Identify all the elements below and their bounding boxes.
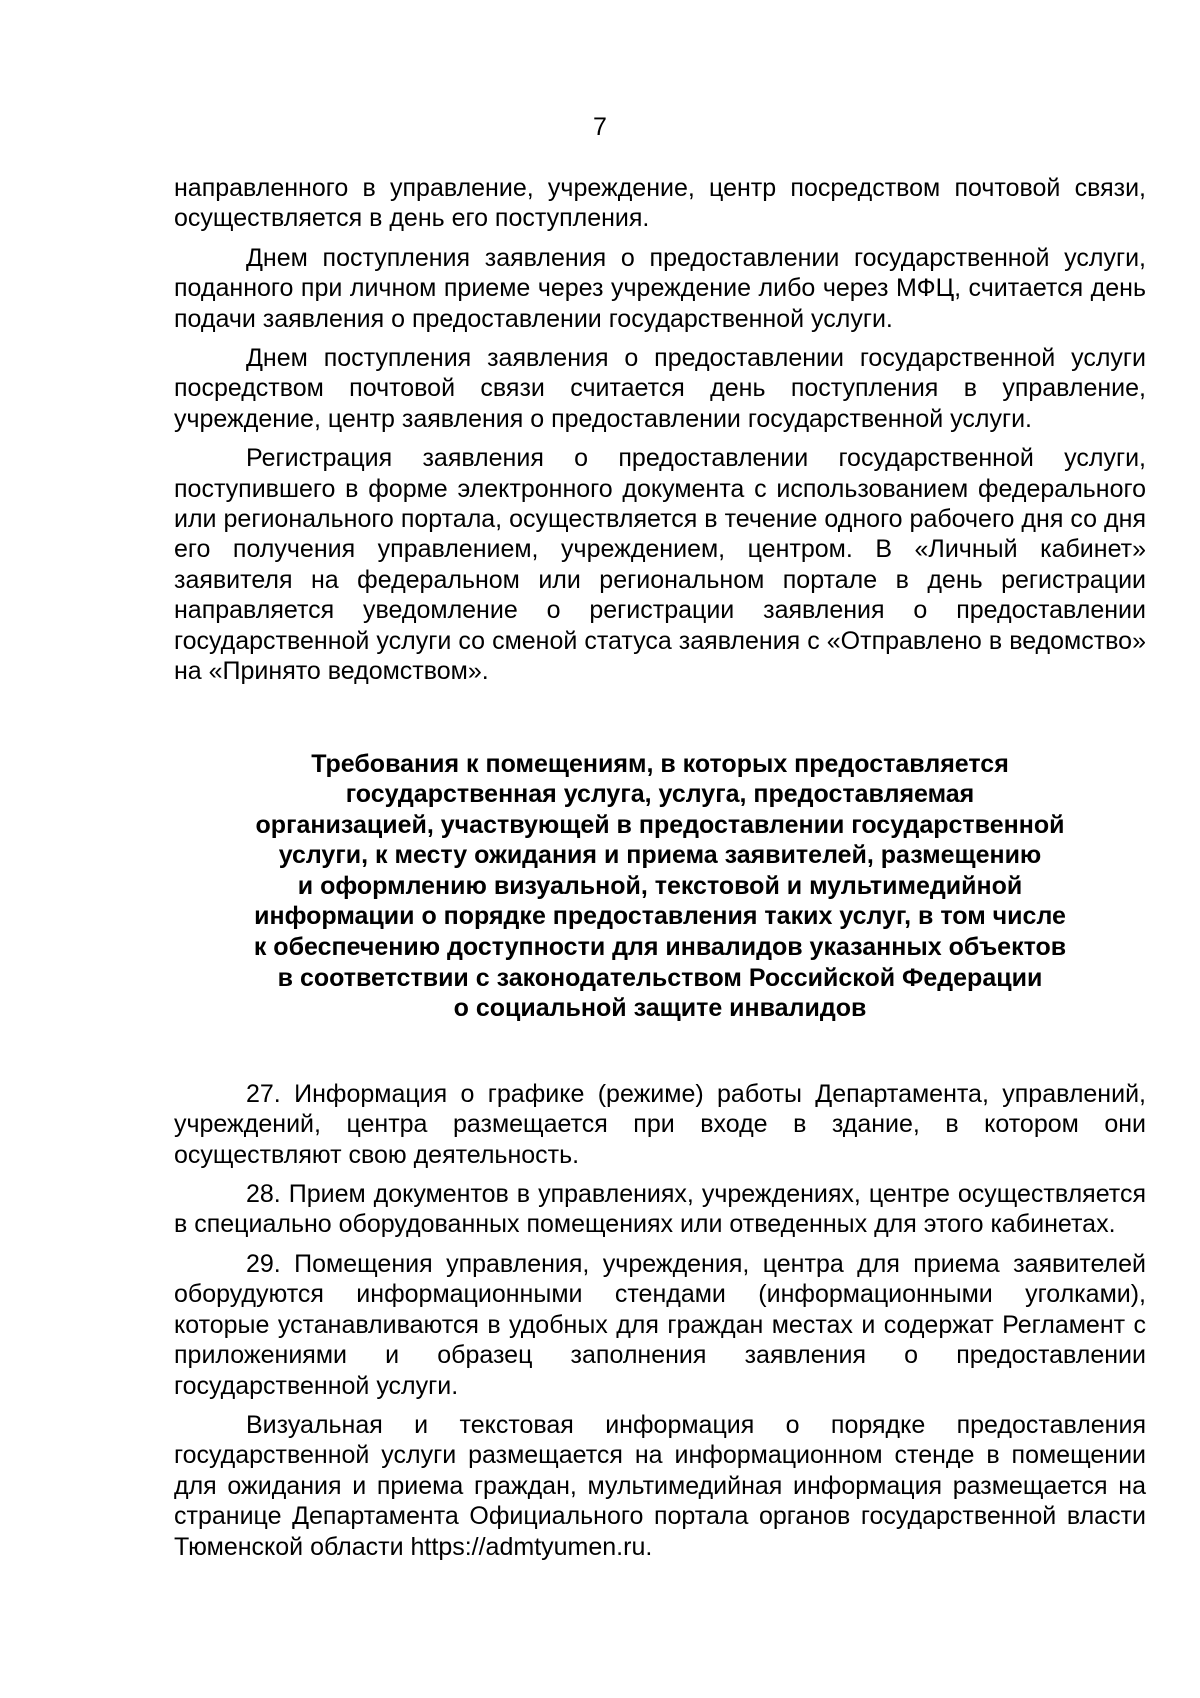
heading-line: информации о порядке предоставления таких услуг, в том числе — [254, 902, 1066, 931]
paragraph-27-schedule-info: 27. Информация о графике (режиме) работы Департамента, управлений, учреждений, центра размещается при входе в здание, в котором они осуществляют свою деятельность. — [174, 1079, 1146, 1169]
document-body — [174, 173, 1146, 1571]
heading-line: Требования к помещениям, в которых предоставляется — [311, 749, 1009, 778]
paragraph-postal-date: Днем поступления заявления о предоставлении государственной услуги посредством почтовой связи считается день поступления в управление, учреждение, центр заявления о предоставлении государственной услуги. — [174, 344, 1146, 433]
paragraph-continued: направленного в управление, учреждение, центр посредством почтовой связи, осуществляется в день его поступления. — [174, 174, 1146, 233]
heading-line: о социальной защите инвалидов — [453, 994, 867, 1023]
heading-line: к обеспечению доступности для инвалидов указанных объектов — [253, 933, 1067, 962]
section-heading — [220, 749, 1100, 1024]
paragraph-electronic-registration: Регистрация заявления о предоставлении государственной услуги, поступившего в форме электронного документа с использованием федерального или регионального портала, осуществляется в течение одного рабочего дня со дня его получения управлением, учреждением, центром. В «Личный кабинет» заявителя на федеральном или региональном портале в день регистрации направляется уведомление о регистрации заявления о предоставлении государственной услуги со сменой статуса заявления с «Отправлено в ведомство» на «Принято ведомством». — [174, 444, 1146, 686]
heading-line: и оформлению визуальной, текстовой и мультимедийной — [297, 871, 1023, 900]
paragraph-visual-information: Визуальная и текстовая информация о порядке предоставления государственной услуги размещается на информационном стенде в помещении для ожидания и приема граждан, мультимедийная информация размещается на странице Департамента Официального портала органов государственной власти Тюменской области https://admtyumen.ru. — [174, 1410, 1146, 1561]
heading-line: в соответствии с законодательством Российской Федерации — [277, 963, 1043, 992]
paragraph-28-document-reception: 28. Прием документов в управлениях, учреждениях, центре осуществляется в специально оборудованных помещениях или отведенных для этого кабинетах. — [174, 1180, 1146, 1239]
heading-line: государственная услуга, услуга, предоставляемая — [345, 780, 975, 809]
paragraph-submission-date: Днем поступления заявления о предоставлении государственной услуги, поданного при личном приеме через учреждение либо через МФЦ, считается день подачи заявления о предоставлении государственной услуги. — [174, 243, 1146, 333]
page-number: 7 — [593, 113, 607, 141]
paragraph-29-premises-stands: 29. Помещения управления, учреждения, центра для приема заявителей оборудуются информационными стендами (информационными уголками), которые устанавливаются в удобных для граждан местах и содержат Регламент с приложениями и образец заполнения заявления о предоставлении государственной услуги. — [174, 1249, 1146, 1400]
heading-line: услуги, к месту ожидания и приема заявителей, размещению — [278, 841, 1042, 870]
heading-line: организацией, участвующей в предоставлении государственной — [255, 810, 1065, 839]
